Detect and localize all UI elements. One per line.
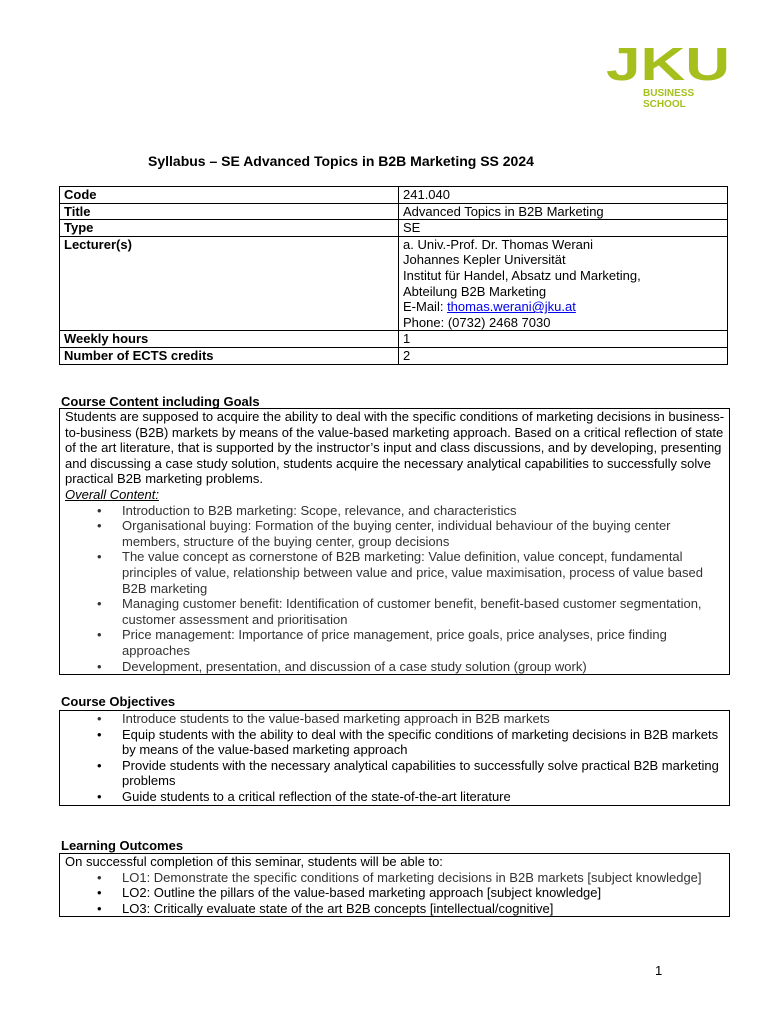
objectives-box [59,710,730,806]
lecturer-line: Institut für Handel, Absatz und Marketing, [403,267,641,283]
table-row [60,347,728,364]
list-item: • Guide students to a critical reflection of the state-of-the-art literature [122,789,726,805]
content-heading: Course Content including Goals [61,394,260,409]
code-value: 241.040 [399,187,728,204]
list-item: • LO1: Demonstrate the specific conditions of marketing decisions in B2B markets [subject knowledge] [122,870,726,886]
table-row [60,187,728,204]
content-box [59,408,730,675]
page-number: 1 [655,963,663,978]
hours-label: Weekly hours [60,331,399,348]
type-value: SE [399,220,728,237]
hours-value: 1 [399,331,728,348]
outcomes-box [59,853,730,917]
list-item: • Introduction to B2B marketing: Scope, relevance, and characteristics [122,503,726,519]
title-value: Advanced Topics in B2B Marketing [399,203,728,220]
logo-sub-line1: BUSINESS [643,88,695,99]
outcomes-intro: On successful completion of this seminar, students will be able to: [65,854,443,869]
logo-sub-line2: SCHOOL [643,99,686,110]
phone-line: Phone: (0732) 2468 7030 [403,314,551,330]
list-item: • Development, presentation, and discussion of a case study solution (group work) [122,659,726,675]
objectives-list [65,711,726,805]
list-item: • Organisational buying: Formation of the buying center, individual behaviour of the buying center members, structure of the buying center, group decisions [122,518,726,549]
list-item: • LO3: Critically evaluate state of the art B2B concepts [intellectual/cognitive] [122,901,726,917]
content-list [65,503,726,675]
title-label: Title [60,203,399,220]
ects-label: Number of ECTS credits [60,347,399,364]
code-label: Code [60,187,399,204]
lecturer-line: Johannes Kepler Universität [403,252,566,268]
lecturer-value [399,236,728,331]
course-info-table [59,186,728,365]
table-row [60,203,728,220]
overall-content-label: Overall Content: [65,486,159,502]
content-intro: Students are supposed to acquire the ability to deal with the specific conditions of marketing decisions in business-to-business (B2B) markets by means of the value-based marketing approach. Based on a critical reflection of state of the art literature, that is supported by the instructor’s input and class discussions, and by developing, presenting and discussing a case study solution, students acquire the necessary analytical capabilities to successfully solve practical B2B marketing problems. [65,409,725,487]
list-item: • Price management: Importance of price management, price goals, price analyses, price finding approaches [122,627,726,658]
ects-value: 2 [399,347,728,364]
outcomes-heading: Learning Outcomes [61,838,184,853]
email-link[interactable]: thomas.werani@jku.at [447,299,576,315]
email-prefix: E-Mail: [403,299,448,315]
logo-subtitle [643,88,694,110]
table-row [60,220,728,237]
outcomes-list [65,870,726,917]
lecturer-line: Abteilung B2B Marketing [403,283,547,299]
list-item: • LO2: Outline the pillars of the value-based marketing approach [subject knowledge] [122,885,726,901]
table-row [60,331,728,348]
page-title: Syllabus – SE Advanced Topics in B2B Marketing SS 2024 [148,153,534,169]
email-line [403,299,723,315]
objectives-heading: Course Objectives [61,694,176,709]
list-item: • Provide students with the necessary analytical capabilities to successfully solve practical B2B marketing problems [122,758,726,789]
lecturer-line: a. Univ.-Prof. Dr. Thomas Werani [403,236,594,252]
list-item: • The value concept as cornerstone of B2B marketing: Value definition, value concept, fundamental principles of value, relationship between value and price, value maximisation, process of value based B2B marketing [122,549,726,596]
list-item: • Managing customer benefit: Identification of customer benefit, benefit-based customer segmentation, customer assessment and prioritisation [122,596,726,627]
type-label: Type [60,220,399,237]
list-item: • Equip students with the ability to deal with the specific conditions of marketing decisions in B2B markets by means of the value-based marketing approach [122,727,726,758]
table-row [60,236,728,331]
lecturer-label: Lecturer(s) [60,236,399,331]
list-item: • Introduce students to the value-based marketing approach in B2B markets [122,711,726,727]
logo-wordmark: JKU [606,42,730,90]
